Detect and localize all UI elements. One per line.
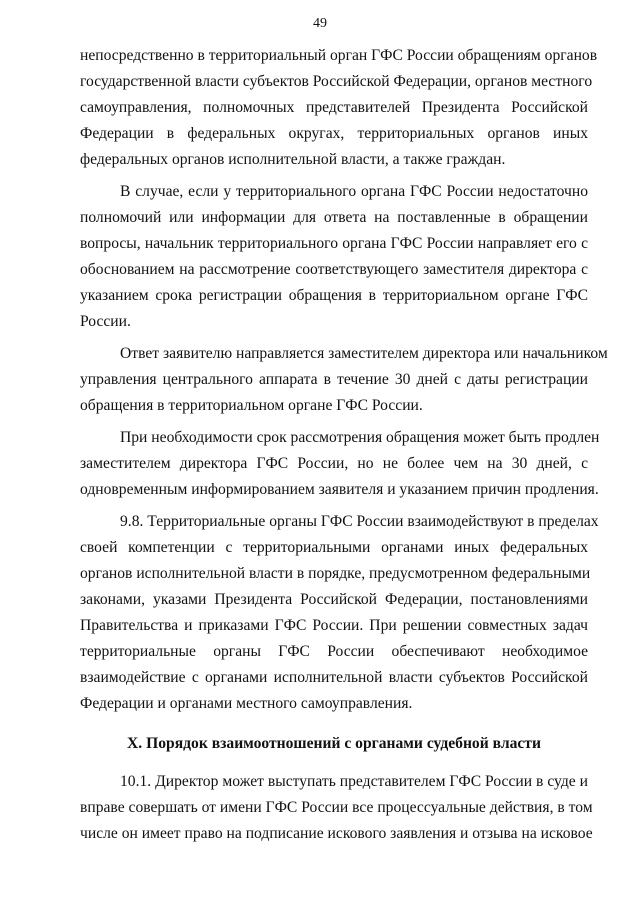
text-line: Федерации в федеральных округах, территориальных органов иных [80,125,588,142]
text-line: указанием срока регистрации обращения в территориальном органе ГФС [80,287,588,304]
text-line: законами, указами Президента Российской Федерации, постановлениями [80,591,588,608]
text-line: одновременным информированием заявителя и указанием причин продления. [80,481,599,498]
paragraph-6 [80,769,593,847]
text-line: При необходимости срок рассмотрения обращения может быть продлен [120,429,600,446]
text-line: числе он имеет право на подписание искового заявления и отзыва на исковое [80,825,593,842]
text-line: полномочий или информации для ответа на поставленные в обращении [80,209,588,226]
text-line: федеральных органов исполнительной власти, а также граждан. [80,151,506,168]
text-line: заместителем директора ГФС России, но не более чем на 30 дней, с [80,455,588,472]
text-line: территориальные органы ГФС России обеспечивают необходимое [80,643,588,660]
paragraph-1 [80,43,598,173]
page-number: 49 [313,16,327,31]
text-line: своей компетенции с территориальными органами иных федеральных [80,539,588,556]
text-line: обращения в территориальном органе ГФС России. [80,397,423,414]
text-line: В случае, если у территориального органа ГФС России недостаточно [120,183,588,200]
paragraph-2 [80,179,588,335]
text-line: 10.1. Директор может выступать представителем ГФС России в суде и [120,773,588,790]
document-body [80,43,608,847]
text-line: взаимодействие с органами исполнительной власти субъектов Российской [80,669,588,686]
section-heading: X. Порядок взаимоотношений с органами судебной власти [127,735,541,752]
text-line: непосредственно в территориальный орган ГФС России обращениям органов [80,47,598,64]
text-line: 9.8. Территориальные органы ГФС России взаимодействуют в пределах [120,513,599,530]
paragraph-3 [80,341,608,419]
text-line: государственной власти субъектов Российской Федерации, органов местного [80,73,593,90]
text-line: Федерации и органами местного самоуправления. [80,695,413,712]
text-line: Правительства и приказами ГФС России. При решении совместных задач [80,617,588,634]
text-line: органов исполнительной власти в порядке, предусмотренном федеральными [80,565,591,582]
paragraph-5 [80,509,599,717]
text-line: вопросы, начальник территориального органа ГФС России направляет его с [80,235,588,252]
text-line: вправе совершать от имени ГФС России все процессуальные действия, в том [80,799,593,816]
text-line: Ответ заявителю направляется заместителем директора или начальником [120,345,608,362]
text-line: самоуправления, полномочных представителей Президента Российской [80,99,588,116]
text-line: управления центрального аппарата в течение 30 дней с даты регистрации [80,371,588,388]
text-line: обоснованием на рассмотрение соответствующего заместителя директора с [80,261,588,278]
paragraph-4 [80,425,600,503]
text-line: России. [80,313,131,330]
